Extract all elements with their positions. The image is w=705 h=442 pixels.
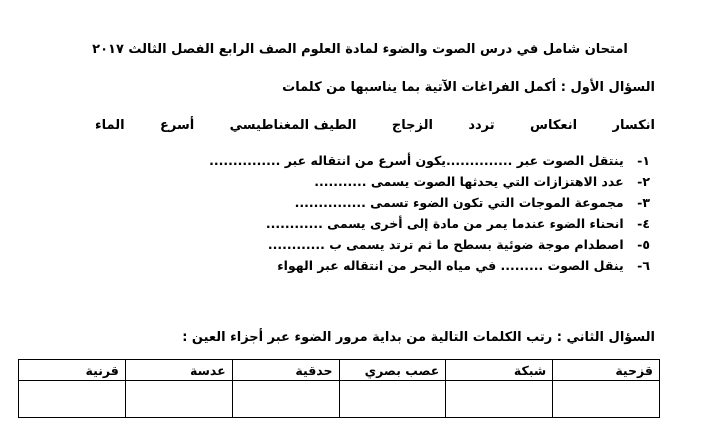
item-text: ينتقل الصوت عبر ..............يكون أسرع من انتقاله عبر ...............: [209, 153, 624, 168]
item-number: ٥-: [637, 237, 650, 252]
answer-cell[interactable]: [446, 381, 553, 418]
item-number: ٢-: [637, 174, 650, 189]
item-text: انحناء الضوء عندما يمر من مادة إلى أخرى يسمى ............: [265, 216, 624, 231]
word-bank-item: الطيف المغناطيسي: [229, 118, 357, 133]
answer-cell[interactable]: [125, 381, 232, 418]
answer-cell[interactable]: [19, 381, 126, 418]
fill-in-item: [130, 171, 650, 192]
item-number: ٦-: [637, 258, 650, 273]
fill-in-item: [130, 213, 650, 234]
answer-cell[interactable]: [553, 381, 660, 418]
question-1-prompt: السؤال الأول : أكمل الفراغات الآتية بما يناسبها من كلمات: [282, 80, 655, 95]
table-header-row: [19, 360, 660, 381]
table-header-cell: حدقية: [232, 360, 339, 381]
item-text: ينقل الصوت ......... في مياه البحر من انتقاله عبر الهواء: [277, 258, 624, 273]
eye-parts-table: [18, 359, 660, 418]
table-header-cell: عصب بصري: [339, 360, 446, 381]
word-bank-item: انكسار: [612, 118, 655, 133]
word-bank-item: الماء: [95, 118, 125, 133]
item-text: عدد الاهتزازات التي يحدثها الصوت يسمى ...........: [314, 174, 624, 189]
item-text: مجموعة الموجات التي تكون الضوء تسمى ...............: [294, 195, 624, 210]
table-header-cell: شبكة: [446, 360, 553, 381]
word-bank: [95, 118, 655, 133]
item-number: ٣-: [637, 195, 650, 210]
word-bank-item: الزجاج: [391, 118, 433, 133]
word-bank-item: انعكاس: [530, 118, 578, 133]
answer-cell[interactable]: [232, 381, 339, 418]
item-number: ١-: [637, 153, 650, 168]
item-number: ٤-: [637, 216, 650, 231]
word-bank-item: تردد: [468, 118, 495, 133]
item-text: اصطدام موجة ضوئية بسطح ما ثم ترتد يسمى ب ............: [267, 237, 624, 252]
fill-in-item: [130, 150, 650, 171]
answer-cell[interactable]: [339, 381, 446, 418]
table-answer-row: [19, 381, 660, 418]
table-header-cell: قزحية: [553, 360, 660, 381]
exam-title: امتحان شامل في درس الصوت والضوء لمادة العلوم الصف الرابع الفصل الثالث ٢٠١٧: [92, 42, 628, 57]
fill-in-item: [130, 234, 650, 255]
word-bank-item: أسرع: [160, 118, 195, 133]
fill-in-item: [130, 255, 650, 276]
table-header-cell: عدسة: [125, 360, 232, 381]
fill-in-list: [130, 150, 650, 276]
question-2-prompt: السؤال الثاني : رتب الكلمات التالية من بداية مرور الضوء عبر أجزاء العين :: [182, 330, 655, 345]
table-header-cell: قرنية: [19, 360, 126, 381]
fill-in-item: [130, 192, 650, 213]
